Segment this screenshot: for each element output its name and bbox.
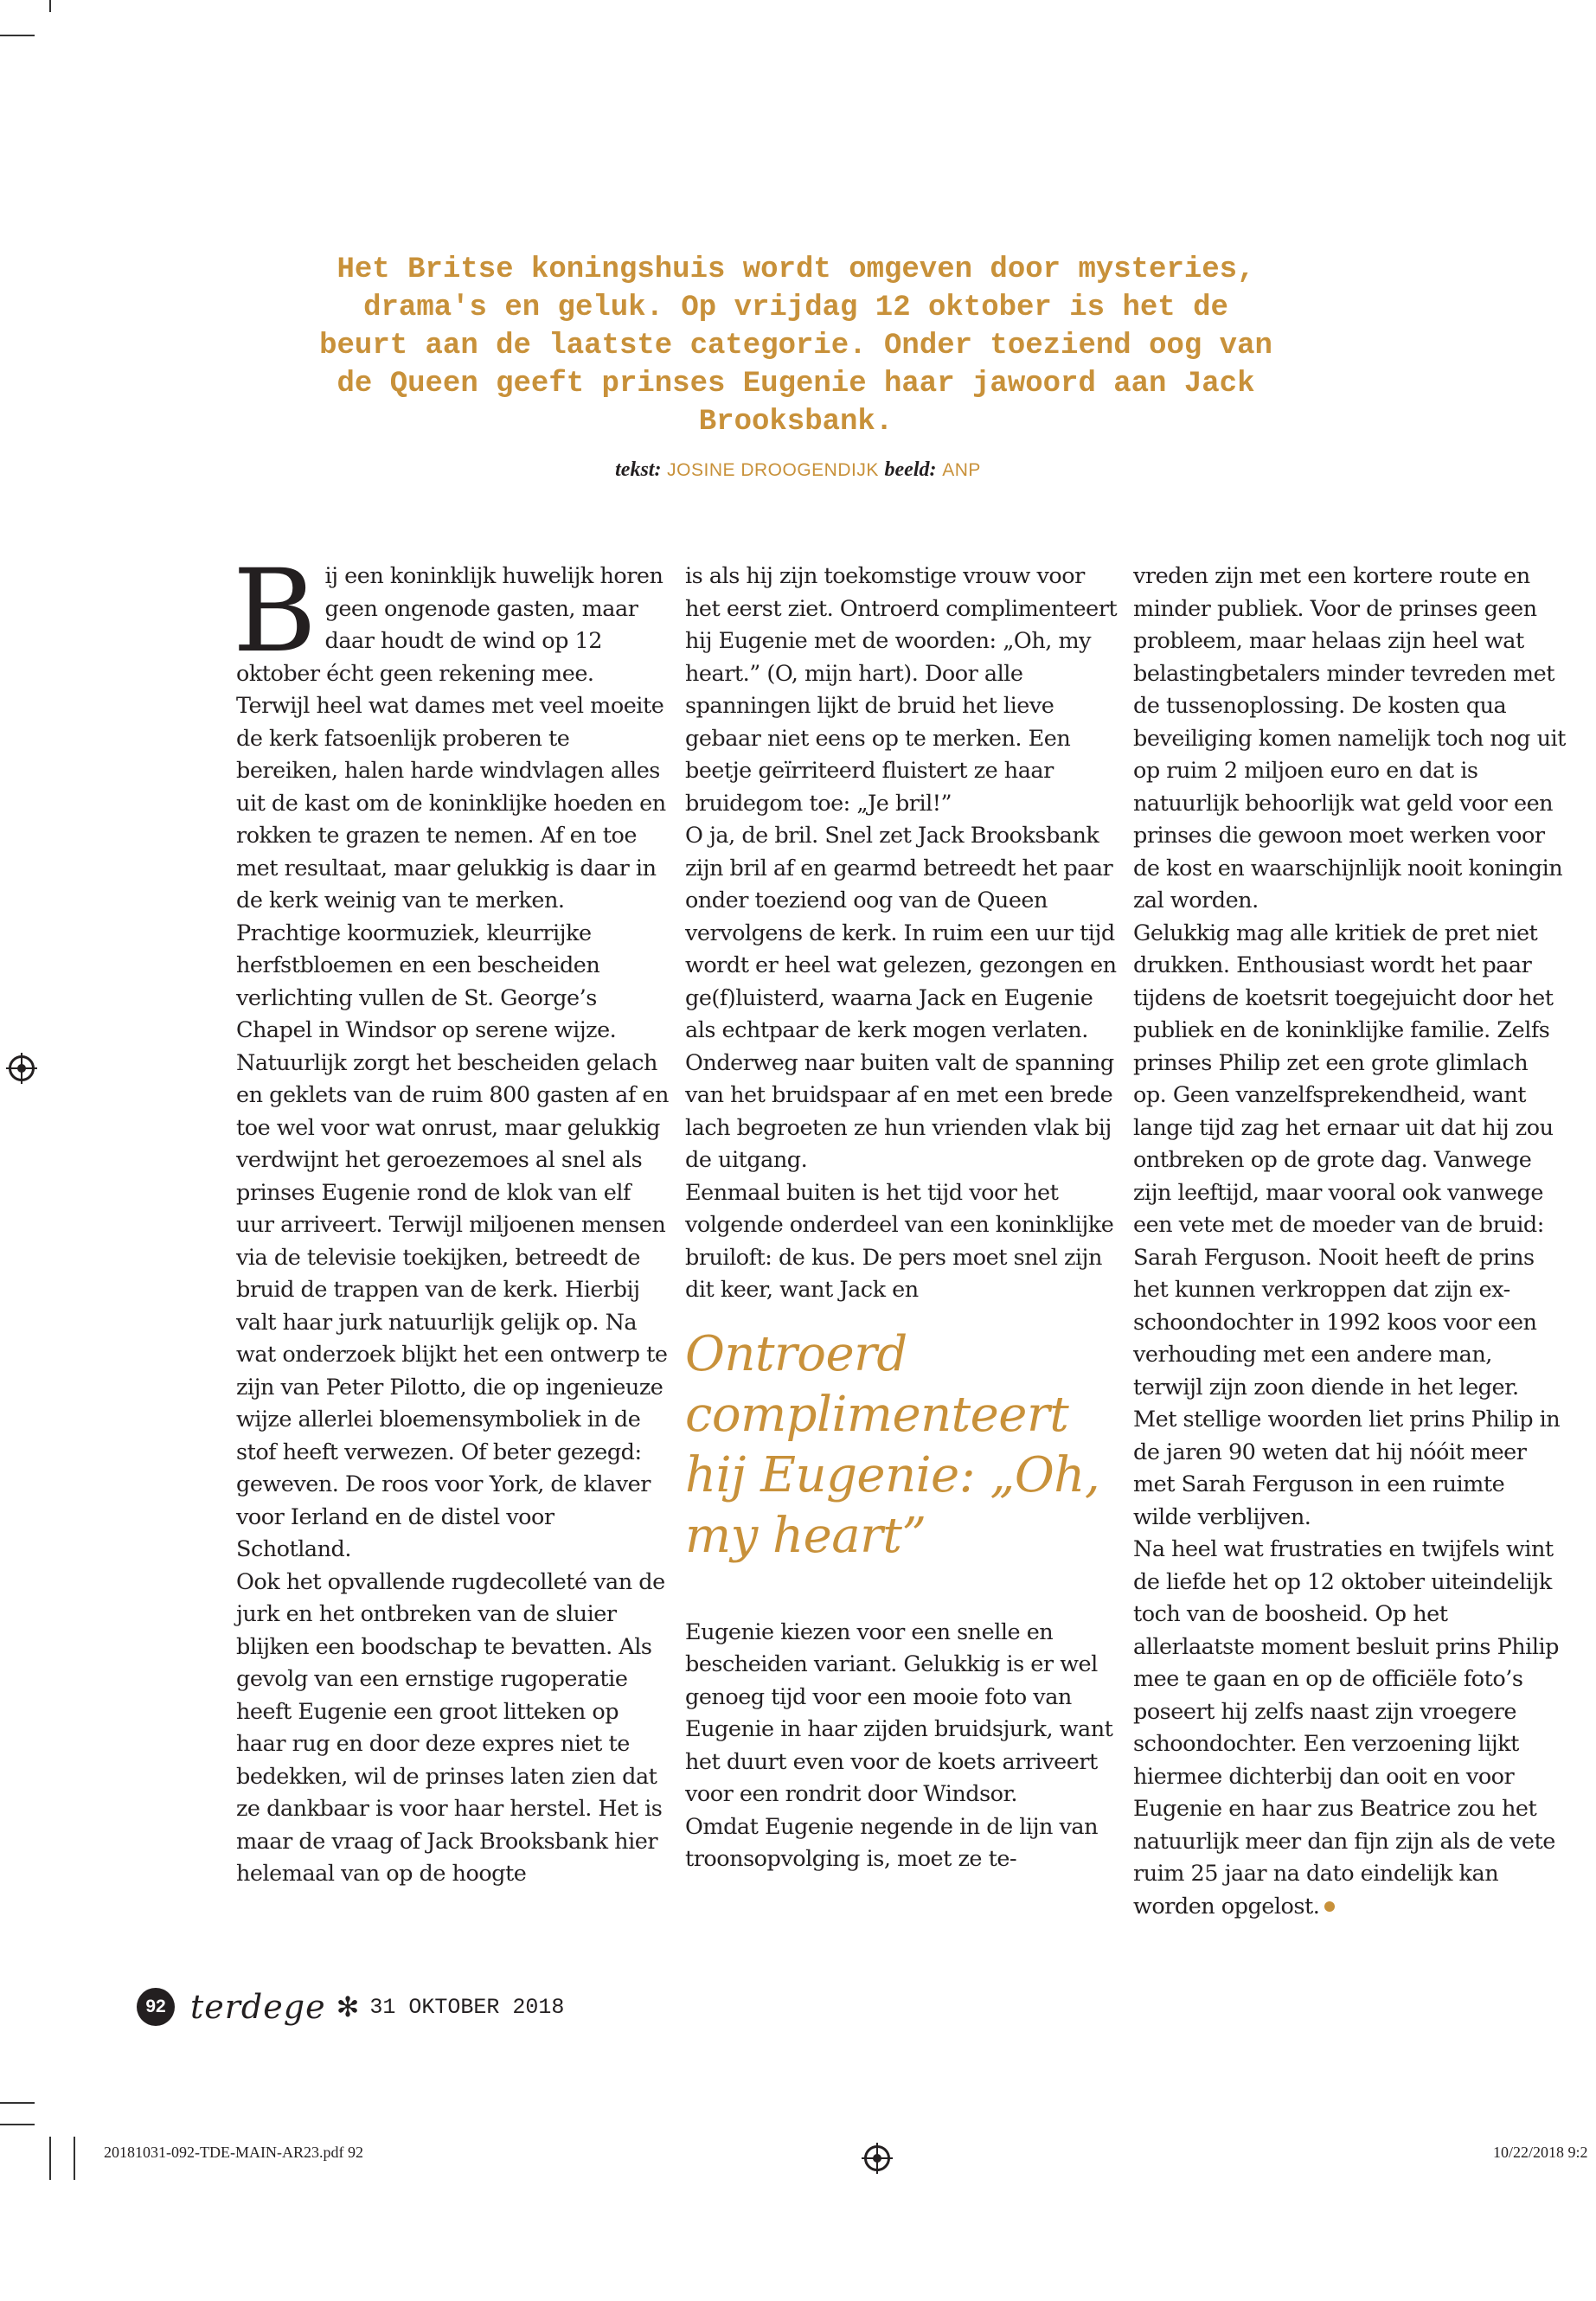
- registration-mark-icon: [864, 2145, 890, 2171]
- registration-mark-icon: [9, 1055, 35, 1081]
- print-slug-filename: 20181031-092-TDE-MAIN-AR23.pdf 92: [104, 2144, 363, 2161]
- credits-author: JOSINE DROOGENDIJK: [667, 460, 879, 480]
- crop-mark: [0, 2124, 35, 2125]
- credits-photographer: ANP: [942, 460, 981, 480]
- article-paragraph-text: Na heel wat frustraties en twijfels wint de liefde het op 12 oktober uiteindelijk toch van de boosheid. Op het allerlaatste moment besluit prins Philip mee te gaan en op de officiële foto’s poseert hij zelfs naast zijn vroegere schoondochter. Een verzoening lijkt hiermee dichterbij dan ooit en voor Eugenie en haar zus Beatrice zou het natuurlijk meer dan fijn zijn als de vete ruim 25 jaar na dato eindelijk kan worden opgelost.: [1133, 1536, 1559, 1920]
- crop-mark: [0, 35, 35, 36]
- article-paragraph: Natuurlijk zorgt het bescheiden gelach en geklets van de ruim 800 gasten af en toe wel voor wat onrust, maar gelukkig verdwijnt het geroezemoes al snel als prinses Eugenie rond de klok van elf uur arriveert. Terwijl miljoenen mensen via de televisie toekijken, betreedt de bruid de trappen van de kerk. Hierbij valt haar jurk natuurlijk gelijk op. Na wat onderzoek blijkt het een ontwerp te zijn van Peter Pilotto, die op ingenieuze wijze allerlei bloemensymboliek in de stof heeft verwezen. Of beter gezegd: geweven. De roos voor York, de klaver voor Ierland en de distel voor Schotland.: [236, 1049, 669, 1562]
- print-slug-timestamp: 10/22/2018 9:2: [1493, 2144, 1588, 2161]
- separator-star-icon: ✻: [336, 1990, 360, 2023]
- article-column-3: [1133, 561, 1566, 1923]
- article-paragraph: O ja, de bril. Snel zet Jack Brooksbank zijn bril af en gearmd betreedt het paar onder toeziend oog van de Queen vervolgens de kerk. In ruim een uur tijd wordt er heel wat gelezen, gezongen en ge(f)luisterd, waarna Jack en Eugenie als echtpaar de kerk mogen verlaten. Onderweg naar buiten valt de spanning van het bruidspaar af en met een brede lach begroeten ze hun vrienden vlak bij de uitgang.: [685, 823, 1117, 1173]
- article-paragraph: is als hij zijn toekomstige vrouw voor het eerst ziet. Ontroerd complimenteert hij Eugenie met de woorden: „Oh, my heart.” (O, mijn hart). Door alle spanningen lijkt de bruid het lieve gebaar niet eens op te merken. Een beetje geïrriteerd fluistert ze haar bruidegom toe: „Je bril!”: [685, 563, 1118, 817]
- crop-mark: [49, 0, 51, 12]
- article-column-2: [685, 561, 1118, 1876]
- end-mark-icon: [1324, 1901, 1335, 1912]
- credits-text-label: tekst:: [615, 458, 662, 481]
- credits: [0, 458, 1596, 482]
- article-paragraph: Eugenie kiezen voor een snelle en bescheiden variant. Gelukkig is er wel genoeg tijd voor een mooie foto van Eugenie in haar zijden bruidsjurk, want het duurt even voor de koets arriveert voor een rondrit door Windsor.: [685, 1618, 1113, 1807]
- crop-mark: [74, 2137, 75, 2180]
- article-paragraph-last: [1133, 1534, 1566, 1923]
- article-paragraph: Ook het opvallende rugdecolleté van de jurk en het ontbreken van de sluier blijken een boodschap te bevatten. Als gevolg van een ernstige rugoperatie heeft Eugenie een groot litteken op haar rug en door deze expres niet te bedekken, wil de prinses laten zien dat ze dankbaar is voor haar herstel. Het is maar de vraag of Jack Brooksbank hier helemaal van op de hoogte: [236, 1568, 665, 1887]
- magazine-logo: terdege: [190, 1988, 326, 2026]
- article-paragraph: vreden zijn met een kortere route en minder publiek. Voor de prinses geen probleem, maar helaas zijn heel wat belastingbetalers minder tevreden met de tussenoplossing. De kosten qua beveiliging komen namelijk toch nog uit op ruim 2 miljoen euro en dat is natuurlijk behoorlijk wat geld voor een prinses die gewoon moet werken voor de kost en waarschijnlijk nooit koningin zal worden.: [1133, 563, 1566, 913]
- issue-date: 31 OKTOBER 2018: [369, 1994, 565, 2020]
- pull-quote: Ontroerd complimenteert hij Eugenie: „Oh, my heart”: [685, 1325, 1100, 1564]
- page-number: 92: [137, 1988, 175, 2026]
- article-paragraph: Gelukkig mag alle kritiek de pret niet drukken. Enthousiast wordt het paar tijdens de koetsrit toegejuicht door het publiek en de koninklijke familie. Zelfs prinses Philip zet een grote glimlach op. Geen vanzelfsprekendheid, want lange tijd zag het ernaar uit dat hij zou ontbreken op de grote dag. Vanwege zijn leeftijd, maar vooral ook vanwege een vete met de moeder van de bruid: Sarah Ferguson. Nooit heeft de prins het kunnen verkroppen dat zijn ex-schoondochter in 1992 koos voor een verhouding met een andere man, terwijl zijn zoon diende in het leger. Met stellige woorden liet prins Philip in de jaren 90 weten dat hij nóóit meer met Sarah Ferguson in een ruimte wilde verblijven.: [1133, 920, 1561, 1530]
- article-column-1: [233, 545, 669, 1891]
- article-paragraph: Eenmaal buiten is het tijd voor het volgende onderdeel van een koninklijke bruiloft: de kus. De pers moet snel zijn dit keer, want Jack en: [685, 1179, 1114, 1303]
- article-paragraph: Omdat Eugenie negende in de lijn van troonsopvolging is, moet ze te-: [685, 1813, 1099, 1872]
- drop-cap: B: [233, 545, 317, 678]
- crop-mark: [49, 2137, 51, 2180]
- article-paragraph: ij een koninklijk huwelijk horen geen ongenode gasten, maar daar houdt de wind op 12 oktober écht geen rekening mee. Terwijl heel wat dames met veel moeite de kerk fatsoenlijk proberen te bereiken, halen harde windvlagen alles uit de kast om de koninklijke hoeden en rokken te grazen te nemen. Af en toe met resultaat, maar gelukkig is daar in de kerk weinig van te merken. Prachtige koormuziek, kleurrijke herfstbloemen en een bescheiden verlichting vullen de St. George’s Chapel in Windsor op serene wijze.: [236, 563, 666, 1043]
- credits-image-label: beeld:: [884, 458, 937, 481]
- page-footer: [137, 1988, 564, 2026]
- intro-text: Het Britse koningshuis wordt omgeven door mysteries, drama's en geluk. Op vrijdag 12 oktober is het de beurt aan de laatste categorie. Onder toeziend oog van de Queen geeft prinses Eugenie haar jawoord aan Jack Brooksbank.: [319, 253, 1272, 439]
- crop-mark: [0, 2102, 35, 2104]
